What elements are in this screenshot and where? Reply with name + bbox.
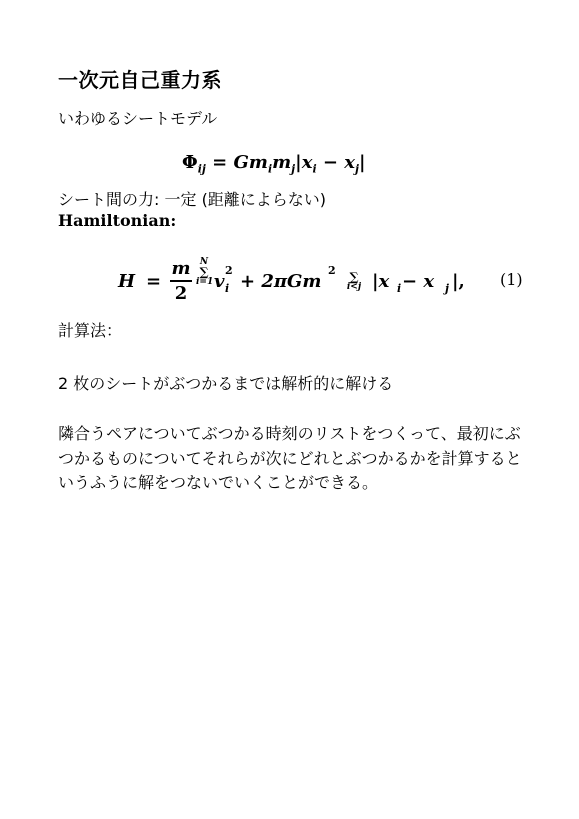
- subtitle: いわゆるシートモデル: [58, 109, 218, 128]
- velocity-symbol: v: [214, 271, 225, 292]
- kinetic-sum: [196, 258, 212, 287]
- velocity-subscript: i: [225, 282, 230, 295]
- mass-i-subscript: i: [267, 162, 273, 176]
- force-description: シート間の力: 一定 (距離によらない): [58, 190, 327, 209]
- method-label: 計算法：: [58, 321, 123, 340]
- abs-subscript-i: i: [397, 282, 402, 295]
- abs-subscript-j: j: [445, 282, 449, 295]
- equals-sign: =: [146, 271, 162, 292]
- fraction-denominator: 2: [174, 282, 188, 304]
- page-title: 一次元自己重力系: [58, 68, 222, 92]
- analytic-note: 2 枚のシートがぶつかるまでは解析的に解ける: [58, 374, 394, 393]
- sum-lower-limit: i=1: [196, 277, 214, 287]
- sum-sigma: ∑: [349, 270, 359, 284]
- fraction-bar: [170, 280, 192, 282]
- hamiltonian-label: Hamiltonian:: [58, 211, 177, 230]
- potential-term: + 2πGm: [240, 271, 322, 292]
- equation-number: (1): [500, 270, 523, 289]
- abs-close: |,: [452, 271, 465, 292]
- position-i-subscript: i: [312, 162, 317, 176]
- mass-i: m: [248, 152, 268, 173]
- position-j: x: [344, 152, 356, 173]
- position-j-subscript: j: [355, 162, 360, 176]
- gravity-constant: G: [233, 152, 249, 173]
- abs-close: |: [359, 152, 366, 173]
- algorithm-paragraph: 隣合うペアについてぶつかる時刻のリストをつくって、最初にぶつかるものについてそれらが次にどれとぶつかるかを計算するというふうに解をつないでいくことができる。: [58, 424, 522, 492]
- phi-subscript: ij: [197, 162, 206, 176]
- sum-sigma: ∑: [199, 265, 209, 279]
- mass-j: m: [272, 152, 292, 173]
- abs-open: |: [295, 152, 302, 173]
- velocity-superscript: 2: [225, 264, 233, 277]
- sum-lower-limit: i<j: [346, 282, 362, 292]
- abs-minus-term: − x: [402, 271, 435, 292]
- mass-fraction: [170, 258, 192, 304]
- position-i: x: [301, 152, 313, 173]
- pair-sum: [340, 272, 368, 292]
- mass-j-subscript: j: [291, 162, 296, 176]
- phi-symbol: Φ: [182, 152, 198, 173]
- sum-upper-limit: N: [199, 257, 209, 267]
- minus-sign: −: [322, 152, 339, 173]
- abs-term: |x: [372, 271, 390, 292]
- fraction-numerator: m: [171, 258, 191, 279]
- equals-sign: =: [212, 152, 228, 173]
- mass-superscript: 2: [328, 264, 336, 277]
- potential-equation: [182, 152, 366, 176]
- hamiltonian-symbol: H: [118, 271, 136, 292]
